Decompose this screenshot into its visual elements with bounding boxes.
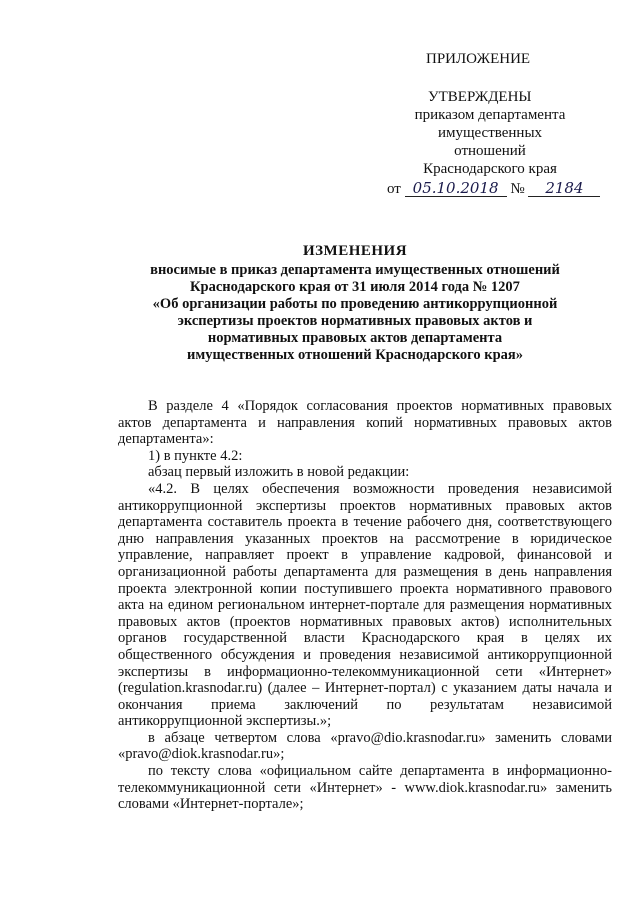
body-paragraph: в абзаце четвертом слова «pravo@dio.krasnodar.ru» заменить словами «pravo@diok.krasnodar.ru»; (118, 729, 612, 763)
from-label: от (387, 181, 401, 197)
heading-line: вносимые в приказ департамента имущественных отношений (150, 262, 560, 278)
body-paragraph: абзац первый изложить в новой редакции: (148, 464, 410, 481)
heading-line: имущественных отношений Краснодарского края» (186, 347, 524, 363)
approval-line-1: приказом департамента (414, 107, 566, 123)
heading-line: Краснодарского края от 31 июля 2014 года № 1207 (190, 279, 520, 295)
approval-line-3: Краснодарского края (423, 161, 557, 177)
number-label: № (510, 181, 525, 197)
body-paragraph: 1) в пункте 4.2: (148, 447, 243, 464)
body-paragraph: «4.2. В целях обеспечения возможности проведения независимой антикоррупционной экспертизы проектов нормативных правовых актов департамента составитель проекта в течение рабочего дня, соответствующего дню направления указанных проектов на рассмотрение в юридическое управление, направляет проект в управление кадровой, финансовой и организационной работы департамента для размещения в день направления проекта электронной копии поступившего проекта нормативного правового акта на едином региональном интернет-портале для размещения нормативных правовых актов (проектов нормативных правовых актов) исполнительных органов государственной власти Краснодарского края в целях их общественного обсуждения и проведения независимой антикоррупционной экспертизы в информационно-телекоммуникационной сети «Интернет» (regulation.krasnodar.ru) (далее – Интернет-портал) с указанием даты начала и окончания приема заключений по результатам независимой антикоррупционной экспертизы.»; (118, 480, 612, 730)
appendix-title: ПРИЛОЖЕНИЕ (426, 51, 531, 67)
heading-line: экспертизы проектов нормативных правовых актов и (177, 313, 533, 329)
appendix-block (387, 50, 600, 198)
heading-line: нормативных правовых актов департамента (207, 330, 503, 346)
order-date-number-line (387, 180, 600, 198)
approved-label: УТВЕРЖДЕНЫ (428, 89, 532, 105)
order-number-handwritten: 2184 (528, 180, 600, 197)
document-heading (100, 243, 610, 364)
approval-line-2: имущественных отношений (437, 125, 543, 159)
document-body (118, 398, 612, 813)
heading-title: ИЗМЕНЕНИЯ (302, 243, 408, 259)
heading-line: «Об организации работы по проведению антикоррупционной (152, 296, 558, 312)
body-paragraph: В разделе 4 «Порядок согласования проектов нормативных правовых актов департамента и направления копий нормативных правовых актов департамента»: (118, 398, 612, 448)
body-paragraph: по тексту слова «официальном сайте департамента в информационно-телекоммуникационной сети «Интернет» - www.diok.krasnodar.ru» заменить словами «Интернет-портале»; (118, 763, 612, 813)
order-date-handwritten: 05.10.2018 (405, 180, 507, 197)
